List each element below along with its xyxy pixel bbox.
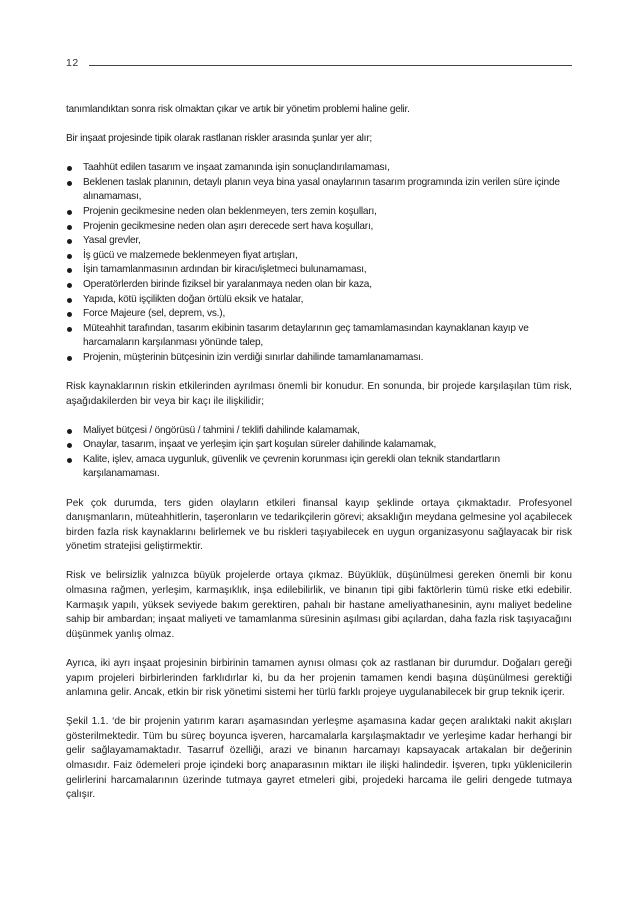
bullet-icon bbox=[67, 312, 72, 317]
bullet-icon bbox=[67, 298, 72, 303]
risk-list bbox=[66, 161, 572, 365]
paragraph-5: Risk ve belirsizlik yalnızca büyük projelerde ortaya çıkmaz. Büyüklük, düşünülmesi gereken önemli bir konu olmasına rağmen, yerleşim, karmaşıklık, inşa edilebilirlik, ve binanın tipi gibi faktörlerin tümü riske etki edebilir. Karmaşık yapılı, yüksek seviyede bakım gerektiren, pahalı bir hastane ameliyathanesinin, aynı maliyet bedeline sahip bir ambardan; inşaat maliyeti ve tamamlanma süresinin aşılması gibi açılardan, daha fazla risk taşıyacağını düşünmek yanlış olmaz. bbox=[66, 570, 572, 640]
bullet-icon bbox=[67, 356, 72, 361]
list-item: Taahhüt edilen tasarım ve inşaat zamanında işin sonuçlandırılamaması, bbox=[66, 161, 572, 176]
bullet-icon bbox=[67, 210, 72, 215]
bullet-icon bbox=[67, 268, 72, 273]
page-number: 12 bbox=[66, 57, 79, 69]
list-item: İş gücü ve malzemede beklenmeyen fiyat artışları, bbox=[66, 249, 572, 264]
bullet-icon bbox=[67, 239, 72, 244]
bullet-icon bbox=[67, 443, 72, 448]
bullet-icon bbox=[67, 429, 72, 434]
paragraph-7: Şekil 1.1. ‘de bir projenin yatırım kararı aşamasından yerleşme aşamasına kadar geçen aralıktaki nakit akışları gösterilmektedir. Tüm bu süreç boyunca işveren, harcamalarla karşılaşmaktadır ve yerleşime kadar herhangi bir gelir sağlayamamaktadır. Tasarruf özelliği, arazi ve binanın harcamayı kapsayacak artakalan bir değerinin olmasıdır. Faiz ödemeleri proje içindeki borç anaparasının miktarı ile ilişki halindedir. İşveren, tıpkı yüklenicilerin gelirlerini harcamalarının üzerinde tutmaya gayret etmeleri gibi, projedeki harcama ile geliri dengede tutmaya çalışır. bbox=[66, 716, 572, 801]
list-item: Operatörlerden birinde fiziksel bir yaralanmaya neden olan bir kaza, bbox=[66, 278, 572, 293]
risk-source-list bbox=[66, 424, 572, 482]
list-item: Projenin, müşterinin bütçesinin izin verdiği sınırlar dahilinde tamamlanamaması. bbox=[66, 351, 572, 366]
list-item: Kalite, işlev, amaca uygunluk, güvenlik ve çevrenin korunması için gerekli olan teknik standartların karşılanamaması. bbox=[66, 453, 572, 482]
list-item: Yasal grevler, bbox=[66, 234, 572, 249]
list-item: Yapıda, kötü işçilikten doğan örtülü eksik ve hatalar, bbox=[66, 293, 572, 308]
list-item: Maliyet bütçesi / öngörüsü / tahmini / teklifi dahilinde kalamamak, bbox=[66, 424, 572, 439]
paragraph-1: tanımlandıktan sonra risk olmaktan çıkar ve artık bir yönetim problemi haline gelir. bbox=[66, 104, 410, 115]
bullet-icon bbox=[67, 166, 72, 171]
bullet-icon bbox=[67, 254, 72, 259]
header-rule bbox=[89, 65, 572, 66]
bullet-icon bbox=[67, 283, 72, 288]
paragraph-2: Bir inşaat projesinde tipik olarak rastlanan riskler arasında şunlar yer alır; bbox=[66, 133, 372, 145]
bullet-icon bbox=[67, 458, 72, 463]
list-item: İşin tamamlanmasının ardından bir kiracı/işletmeci bulunamaması, bbox=[66, 263, 572, 278]
list-item: Projenin gecikmesine neden olan aşırı derecede sert hava koşulları, bbox=[66, 220, 572, 235]
bullet-icon bbox=[67, 181, 72, 186]
list-item: Müteahhit tarafından, tasarım ekibinin tasarım detaylarının geç tamamlamasından kaynaklanan kayıp ve harcamaların karşılanması yönünde talep, bbox=[66, 322, 572, 351]
paragraph-6: Ayrıca, iki ayrı inşaat projesinin birbirinin tamamen aynısı olması çok az rastlanan bir durumdur. Doğaları gereği yapım projeleri birbirlerinden farklıdırlar ki, bu da her projenin tamamen kendi başına düşünülmesi gerektiği anlamına gelir. Ancak, etkin bir risk yönetimi sistemi her türlü farklı projeye uygulanabilecek bir grup teknik içerir. bbox=[66, 657, 572, 699]
list-item: Projenin gecikmesine neden olan beklenmeyen, ters zemin koşulları, bbox=[66, 205, 572, 220]
paragraph-3: Risk kaynaklarının riskin etkilerinden ayrılması önemli bir konudur. En sonunda, bir projede karşılaşılan tüm risk, aşağıdakilerden bir veya bir kaçı ile ilişkilidir; bbox=[66, 381, 572, 407]
bullet-icon bbox=[67, 327, 72, 332]
page-header bbox=[66, 57, 572, 73]
bullet-icon bbox=[67, 225, 72, 230]
body-text bbox=[66, 103, 572, 817]
list-item: Onaylar, tasarım, inşaat ve yerleşim için şart koşulan süreler dahilinde kalamamak, bbox=[66, 438, 572, 453]
list-item: Beklenen taslak planının, detaylı planın veya bina yasal onaylarının tasarım programında izin verilen süre içinde alınamaması, bbox=[66, 176, 572, 205]
paragraph-4: Pek çok durumda, ters giden olayların etkileri finansal kayıp şeklinde ortaya çıkmaktadır. Profesyonel danışmanların, müteahhitlerin, taşeronların ve tedarikçilerin görevi; aksaklığın meydana gelmesine yol açabilecek birden fazla risk kaynaklarını belirlemek ve bu riskleri taşıyabilecek en uygun organizasyonu sağlayacak bir risk yönetim stratejisi geliştirmektir. bbox=[66, 497, 572, 553]
list-item: Force Majeure (sel, deprem, vs.), bbox=[66, 307, 572, 322]
